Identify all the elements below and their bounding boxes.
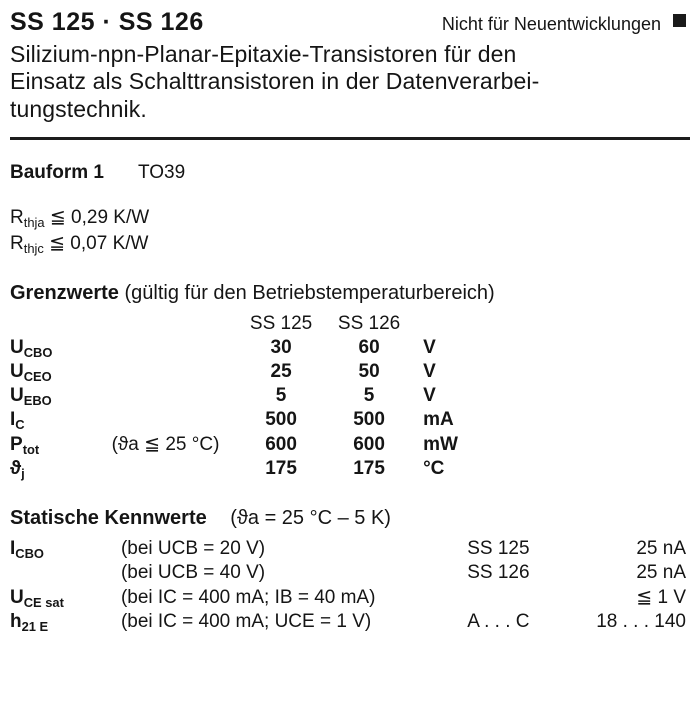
table-row	[10, 457, 480, 481]
statics-table	[10, 537, 690, 634]
limits-value-ss126: 175	[353, 458, 385, 480]
symbol-subscript: CBO	[23, 345, 53, 361]
limits-value-ss125: 175	[265, 458, 297, 480]
symbol-subscript: j	[21, 466, 25, 482]
limits-condition	[112, 336, 237, 360]
black-square-icon	[673, 14, 686, 27]
subtitle-line-3: tungstechnik.	[10, 95, 147, 122]
limits-col-ss125-header: SS 125	[249, 313, 313, 335]
header	[0, 0, 700, 37]
limits-condition: (ϑa ≦ 25 °C)	[111, 434, 220, 456]
notice-text: Nicht für Neuentwicklungen	[441, 14, 661, 34]
limits-symbol	[10, 336, 112, 360]
package-block	[0, 162, 700, 634]
symbol-subscript: C	[15, 417, 25, 433]
limits-col-condition-header	[112, 312, 237, 336]
package-label: Bauform 1	[10, 162, 104, 184]
statics-value: 18 . . . 140	[596, 611, 686, 633]
limits-unit: mA	[423, 409, 454, 431]
statics-title-note: (ϑa = 25 °C – 5 K)	[230, 507, 391, 530]
limits-unit: V	[423, 337, 436, 359]
symbol-base: U	[10, 361, 24, 383]
limits-value-ss126: 500	[353, 409, 385, 431]
rth-ja-row	[10, 205, 690, 231]
limits-symbol	[10, 457, 112, 481]
limits-value-ss125: 30	[270, 337, 292, 359]
limits-value-ss126: 5	[363, 385, 375, 407]
rth-ja-value: ≦ 0,29 K/W	[49, 207, 150, 229]
limits-value-ss126: 60	[358, 337, 380, 359]
statics-symbol	[10, 585, 121, 610]
rth-jc-value: ≦ 0,07 K/W	[49, 232, 149, 254]
horizontal-divider	[10, 137, 690, 140]
limits-value-ss125: 500	[265, 409, 297, 431]
limits-value-ss126: 600	[353, 434, 385, 456]
symbol-base: I	[10, 538, 16, 560]
statics-section-title	[10, 507, 690, 530]
symbol-subscript: EBO	[23, 393, 52, 409]
limits-condition	[112, 384, 237, 408]
table-row	[10, 336, 480, 360]
statics-title-bold: Statische Kennwerte	[10, 507, 207, 530]
statics-condition: (bei UCB = 20 V)	[120, 538, 266, 560]
statics-symbol	[10, 561, 121, 585]
statics-condition: (bei IC = 400 mA; UCE = 1 V)	[120, 611, 372, 633]
symbol-subscript: CBO	[15, 546, 44, 562]
limits-symbol	[10, 360, 112, 384]
limits-col-ss126-header: SS 126	[337, 313, 401, 335]
rth-jc-symbol: R	[10, 232, 24, 254]
statics-type: SS 125	[467, 538, 530, 560]
statics-value: 25 nA	[636, 538, 686, 560]
rth-ja-subscript: thja	[23, 215, 45, 231]
limits-unit: V	[423, 361, 436, 383]
statics-condition: (bei IC = 400 mA; IB = 40 mA)	[120, 587, 376, 609]
limits-condition	[112, 360, 237, 384]
limits-condition	[112, 408, 237, 432]
subtitle	[0, 37, 700, 123]
table-row	[10, 384, 480, 408]
subtitle-line-1: Silizium-npn-Planar-Epitaxie-Transistoren für den	[10, 41, 517, 67]
table-row	[10, 585, 690, 610]
limits-symbol	[10, 408, 112, 432]
table-row	[10, 561, 690, 585]
symbol-base: h	[10, 611, 22, 633]
page-title: SS 125 · SS 126	[10, 8, 204, 36]
limits-unit: V	[423, 385, 436, 407]
limits-symbol	[10, 432, 112, 457]
statics-symbol	[10, 537, 121, 561]
limits-value-ss125: 5	[275, 385, 287, 407]
rth-ja-symbol: R	[10, 207, 24, 229]
statics-value: 25 nA	[636, 562, 686, 584]
table-row	[10, 408, 480, 432]
limits-symbol	[10, 384, 112, 408]
symbol-base: U	[10, 587, 24, 609]
rth-jc-row	[10, 231, 690, 257]
rth-jc-subscript: thjc	[23, 240, 44, 256]
table-row	[10, 432, 480, 457]
limits-value-ss125: 600	[265, 434, 297, 456]
limits-title-bold: Grenzwerte	[10, 282, 119, 305]
table-row	[10, 360, 480, 384]
symbol-base: P	[10, 434, 23, 456]
statics-type	[467, 585, 576, 610]
statics-condition: (bei UCB = 40 V)	[120, 562, 266, 584]
statics-type: SS 126	[467, 562, 530, 584]
limits-value-ss126: 50	[358, 361, 380, 383]
limits-value-ss125: 25	[270, 361, 292, 383]
symbol-subscript: CE sat	[23, 595, 64, 611]
table-row	[10, 537, 690, 561]
limits-col-unit-header	[413, 312, 480, 336]
thermal-resistance-block	[10, 205, 690, 256]
symbol-subscript: tot	[22, 442, 40, 458]
symbol-base: I	[10, 409, 16, 431]
subtitle-line-2: Einsatz als Schalttransistoren in der Datenverarbei-	[10, 68, 540, 95]
symbol-base: U	[10, 385, 24, 407]
table-header-row	[10, 312, 480, 336]
limits-unit: °C	[423, 458, 445, 480]
limits-title-note: (gültig für den Betriebstemperaturbereich)	[124, 282, 495, 305]
limits-unit: mW	[423, 434, 458, 456]
limits-col-symbol-header	[10, 312, 112, 336]
package-value: TO39	[137, 162, 186, 184]
statics-symbol	[10, 610, 121, 634]
limits-table	[10, 312, 480, 481]
table-row	[10, 610, 690, 634]
symbol-base: ϑ	[10, 458, 22, 480]
statics-value: ≦ 1 V	[636, 587, 686, 609]
symbol-subscript: CEO	[23, 369, 52, 385]
limits-section-title	[10, 282, 690, 305]
symbol-base: U	[10, 337, 24, 359]
statics-type: A . . . C	[467, 611, 530, 633]
symbol-subscript: 21 E	[21, 619, 49, 635]
package-row	[10, 162, 690, 184]
limits-condition	[112, 457, 237, 481]
